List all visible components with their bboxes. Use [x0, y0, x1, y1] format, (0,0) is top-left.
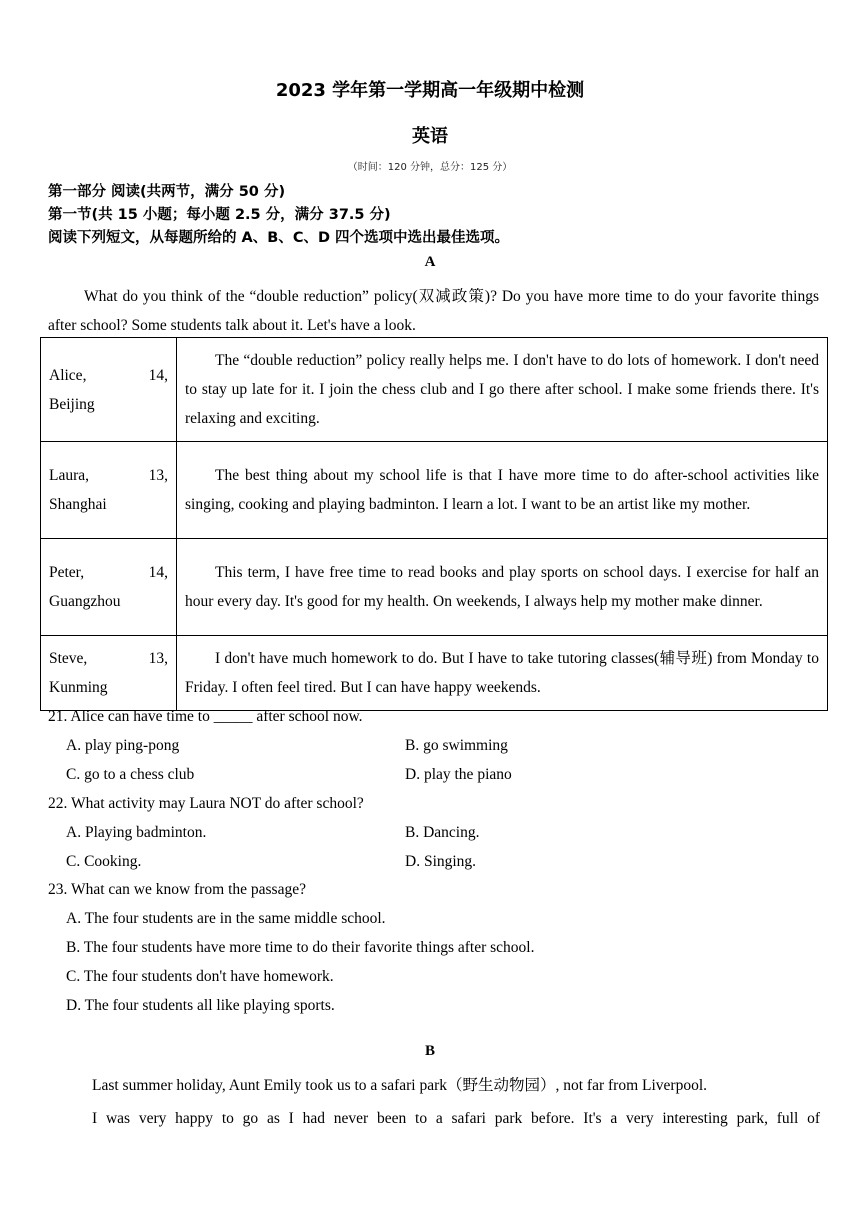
- question-stem: 23. What can we know from the passage?: [48, 881, 306, 898]
- passage-b-paragraph: Last summer holiday, Aunt Emily took us to a safari park（野生动物园）, not far from Liverpool.: [92, 1077, 708, 1094]
- student-comment: This term, I have free time to read books and play sports on school days. I exercise for half an hour every day. It's good for my health. On weekends, I always help my mother make dinner.: [177, 539, 828, 636]
- question-stem: 22. What activity may Laura NOT do after school?: [48, 795, 364, 812]
- answer-option: B. The four students have more time to do their favorite things after school.: [66, 939, 535, 956]
- student-city: Guangzhou: [49, 593, 121, 610]
- student-comment: The “double reduction” policy really helps me. I don't have to do lots of homework. I don't need to stay up late for it. I join the chess club and I go there after school. I make some friends there. It's relaxing and exciting.: [177, 338, 828, 442]
- student-name: Peter, 14,: [49, 564, 168, 581]
- subject-title: 英语: [412, 126, 448, 147]
- answer-option: D. Singing.: [405, 853, 477, 870]
- passage-b-label: B: [424, 1043, 435, 1059]
- student-name-cell: [41, 539, 177, 636]
- part-heading: 第一部分 阅读(共两节，满分 50 分): [48, 184, 286, 200]
- answer-option: C. The four students don't have homework.: [66, 968, 334, 985]
- student-city: Beijing: [49, 395, 95, 413]
- table-row: [41, 338, 828, 442]
- exam-title: 2023 学年第一学期高一年级期中检测: [275, 80, 585, 101]
- passage-a-intro: What do you think of the “double reduction” policy(双减政策)? Do you have more time to do your favorite things after school? Some students talk about it. Let's have a look.: [48, 288, 819, 334]
- student-city: Shanghai: [49, 496, 107, 513]
- answer-option: D. play the piano: [405, 766, 512, 783]
- student-comment: The best thing about my school life is that I have more time to do after-school activities like singing, cooking and playing badminton. I learn a lot. I want to be an artist like my mother.: [177, 442, 828, 539]
- answer-option: A. The four students are in the same middle school.: [66, 910, 386, 927]
- student-name-cell: [41, 636, 177, 711]
- answer-option: C. Cooking.: [66, 853, 142, 870]
- answer-option: C. go to a chess club: [66, 766, 195, 783]
- student-name-cell: [41, 442, 177, 539]
- student-name-cell: [41, 338, 177, 442]
- student-name: Alice, 14,: [49, 366, 168, 384]
- student-name: Steve, 13,: [49, 650, 168, 667]
- answer-option: A. Playing badminton.: [66, 824, 207, 841]
- question-stem: 21. Alice can have time to _____ after school now.: [48, 708, 363, 725]
- table-row: [41, 442, 828, 539]
- table-row: [41, 636, 828, 711]
- answer-option: A. play ping-pong: [66, 737, 180, 754]
- passage-b-paragraph: I was very happy to go as I had never been to a safari park before. It's a very interesting park, full of: [92, 1110, 820, 1127]
- student-city: Kunming: [49, 679, 108, 696]
- student-name: Laura, 13,: [49, 467, 168, 484]
- exam-info: （时间：120 分钟，总分：125 分）: [347, 162, 513, 173]
- students-table: [40, 337, 828, 711]
- answer-option: B. go swimming: [405, 737, 508, 754]
- instructions: 阅读下列短文，从每题所给的 A、B、C、D 四个选项中选出最佳选项。: [48, 230, 510, 246]
- table-row: [41, 539, 828, 636]
- passage-a-label: A: [424, 254, 436, 270]
- answer-option: D. The four students all like playing sports.: [66, 997, 335, 1014]
- student-comment: I don't have much homework to do. But I have to take tutoring classes(辅导班) from Monday to Friday. I often feel tired. But I can have happy weekends.: [177, 636, 828, 711]
- section-heading: 第一节(共 15 小题；每小题 2.5 分，满分 37.5 分): [48, 207, 391, 223]
- answer-option: B. Dancing.: [405, 824, 480, 841]
